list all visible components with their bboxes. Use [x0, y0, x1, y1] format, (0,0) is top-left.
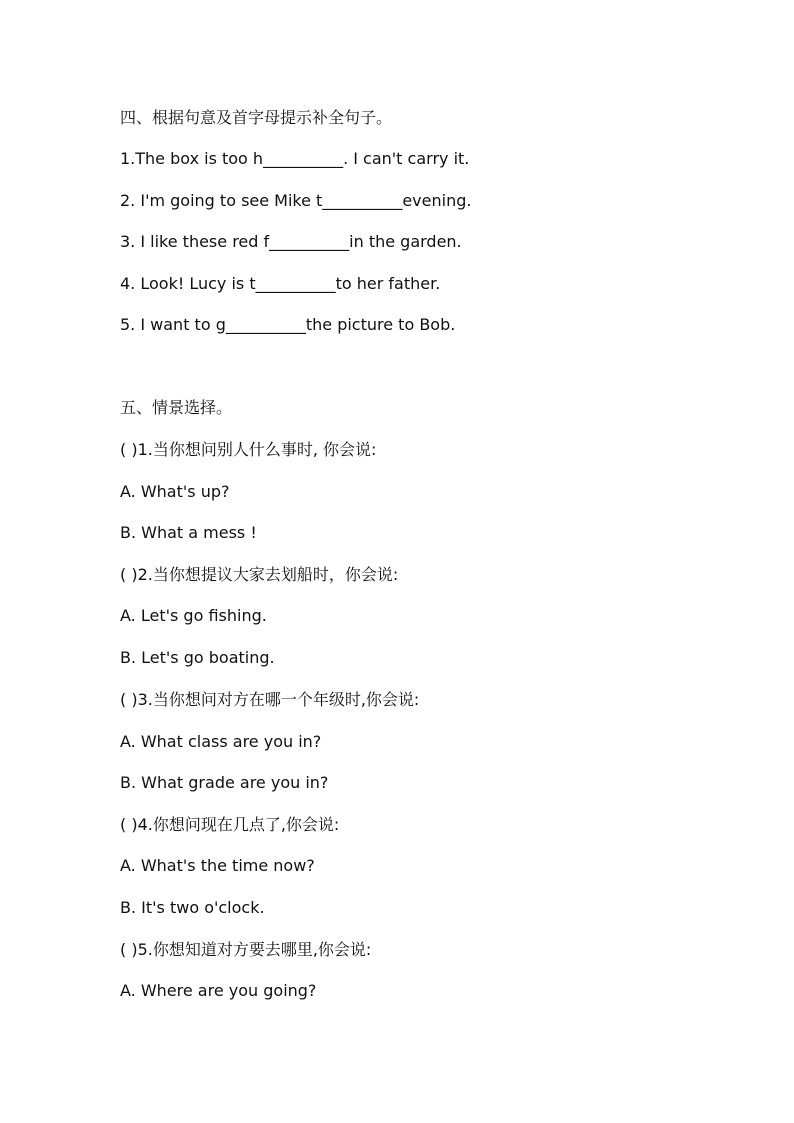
- section-5-title: 五、情景选择。: [120, 398, 233, 417]
- question-1-option-b: B. What a mess !: [120, 523, 257, 542]
- question-4-option-b: B. It's two o'clock.: [120, 898, 265, 917]
- question-1-option-a: A. What's up?: [120, 482, 230, 501]
- question-5-option-a: A. Where are you going?: [120, 981, 317, 1000]
- question-3-option-a: A. What class are you in?: [120, 732, 322, 751]
- section-4-title: 四、根据句意及首字母提示补全句子。: [120, 108, 393, 127]
- question-3-option-b: B. What grade are you in?: [120, 773, 329, 792]
- question-5: ( )5.你想知道对方要去哪里,你会说:: [120, 940, 372, 959]
- question-4: ( )4.你想问现在几点了,你会说:: [120, 815, 340, 834]
- question-3: ( )3.当你想问对方在哪一个年级时,你会说:: [120, 690, 420, 709]
- question-2-option-a: A. Let's go fishing.: [120, 606, 267, 625]
- fill-blank-item-1: 1.The box is too h__________. I can't carry it.: [120, 149, 470, 168]
- question-1: ( )1.当你想问别人什么事时, 你会说:: [120, 440, 377, 459]
- question-4-option-a: A. What's the time now?: [120, 856, 315, 875]
- fill-blank-item-2: 2. I'm going to see Mike t__________evening.: [120, 191, 472, 210]
- fill-blank-item-3: 3. I like these red f__________in the garden.: [120, 232, 462, 251]
- fill-blank-item-4: 4. Look! Lucy is t__________to her father.: [120, 274, 441, 293]
- fill-blank-item-5: 5. I want to g__________the picture to Bob.: [120, 315, 456, 334]
- question-2-option-b: B. Let's go boating.: [120, 648, 275, 667]
- question-2: ( )2.当你想提议大家去划船时，你会说:: [120, 565, 399, 584]
